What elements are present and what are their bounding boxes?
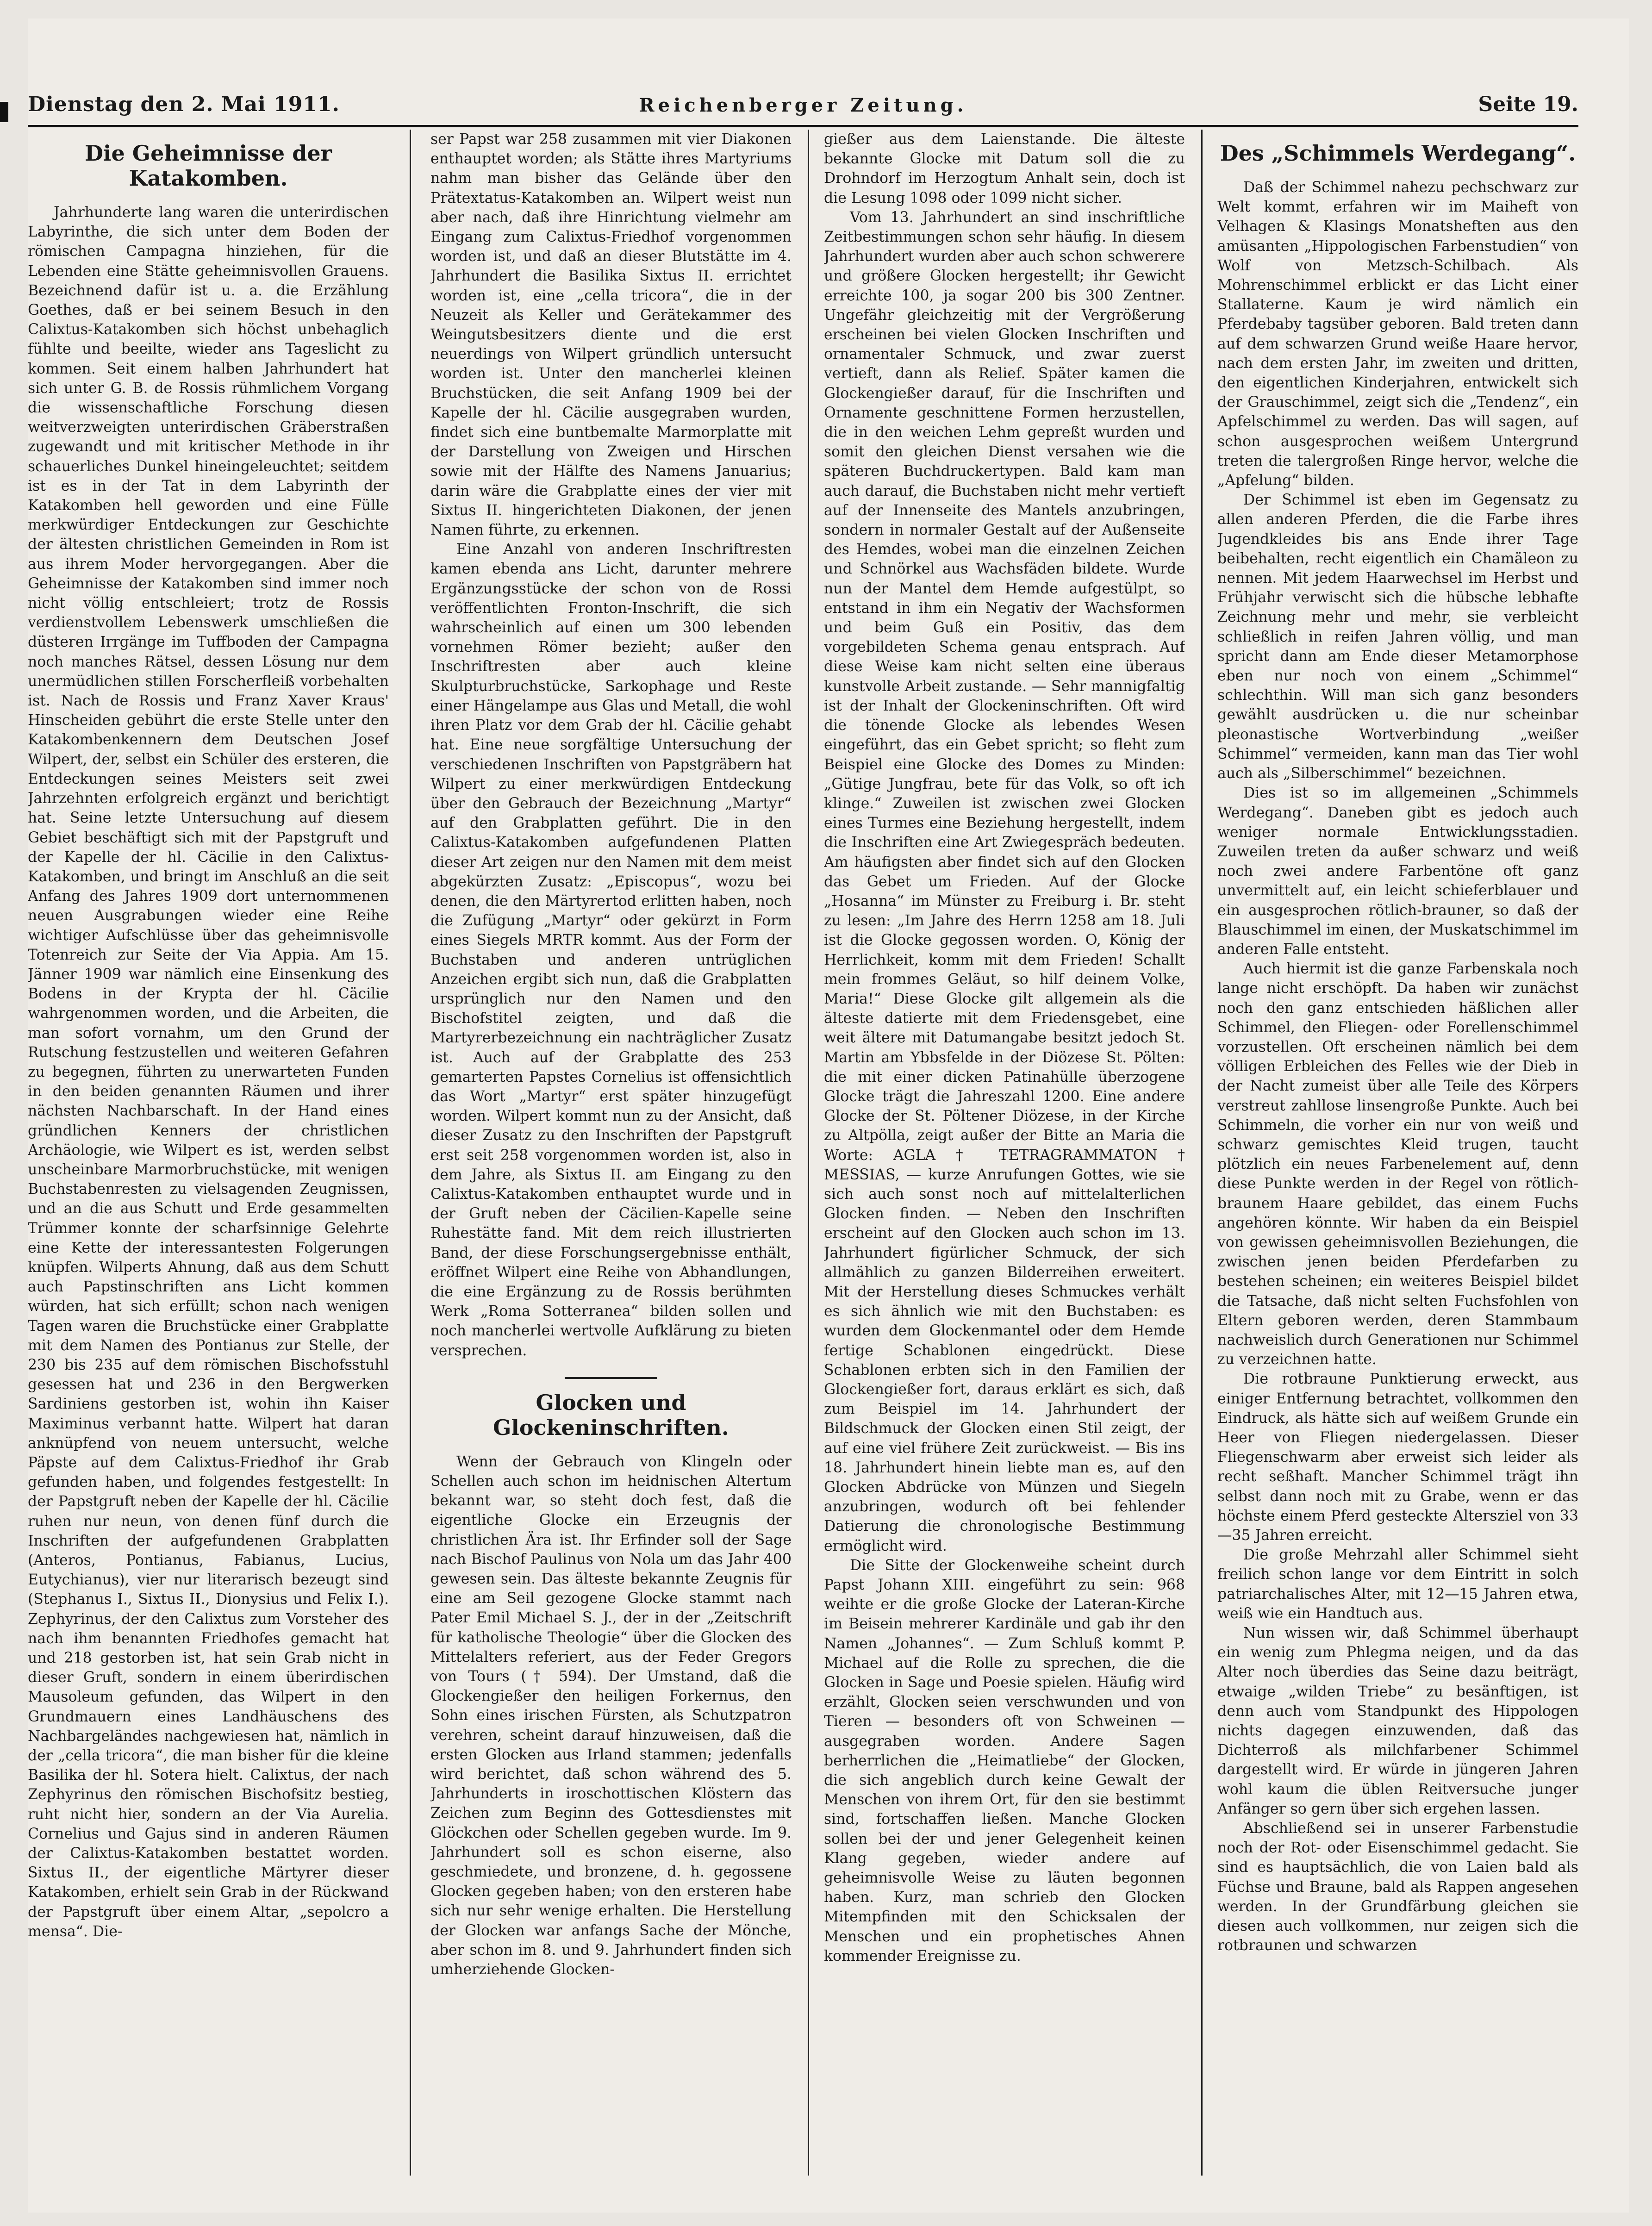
article-paragraph: Dies ist so im allgemeinen „Schimmels Werdegang“. Daneben gibt es jedoch auch weniger normale Entwicklungsstadien. Zuweilen treten da außer schwarz und weiß noch zwei andere Farbentöne oft ganz unvermittelt auf, ein leicht schieferblauer und ein ausgesprochen rötlich-brauner, so daß der Blauschimmel im einen, der Muskatschimmel im anderen Falle entsteht. [1217,785,1578,958]
article-paragraph: ser Papst war 258 zusammen mit vier Diakonen enthauptet worden; als Stätte ihres Martyriums nahm man bisher das Gelände über den Prätextatus-Katakomben an. Wilpert weist nun aber nach, daß ihre Hinrichtung vielmehr am Eingang zum Calixtus-Friedhof vorgenommen worden ist, und daß an dieser Blutstätte im 4. Jahrhundert die Basilika Sixtus II. errichtet worden ist, eine „cella tricora“, die in der Neuzeit als Keller und Gerätekammer des Weingutsbesitzers diente und die erst neuerdings von Wilpert gründlich untersucht worden ist. Unter den mancherlei kleinen Bruchstücken, die seit Anfang 1909 bei der Kapelle der hl. Cäcilie ausgegraben wurden, findet sich eine buntbemalte Marmorplatte mit der Darstellung von Zweigen und Hirschen sowie mit der Hälfte des Namens Januarius; darin wäre die Grabplatte eines der vier mit Sixtus II. hingerichteten Diakonen, der jenen Namen führte, zu erkennen. [430,131,792,539]
article-title-schimmel: Des „Schimmels Werdegang“. [1220,141,1576,166]
column-rule-3 [1201,130,1203,2176]
page-edge-mark [0,102,8,122]
article-paragraph: Die rotbraune Punktierung erweckt, aus einiger Entfernung betrachtet, vollkommen den Eindruck, als hätte sich auf weißem Grunde ein Heer von Fliegen niedergelassen. Dieser Fliegenschwarm aber erweist sich leider als recht seßhaft. Mancher Schimmel trägt ihn selbst dann noch mit zu Grabe, wenn er das höchste einem Pferd gesteckte Altersziel von 33—35 Jahren erreicht. [1217,1371,1578,1544]
article-paragraph: Wenn der Gebrauch von Klingeln oder Schellen auch schon im heidnischen Altertum bekannt war, so steht doch fest, daß die eigentliche Glocke ein Erzeugnis der christlichen Ära ist. Ihr Erfinder soll der Sage nach Bischof Paulinus von Nola um das Jahr 400 gewesen sein. Das älteste bekannte Zeugnis für eine am Seil gezogene Glocke stammt nach Pater Emil Michael S. J., der in der „Zeitschrift für katholische Theologie“ über die Glocken des Mittelalters referiert, aus der Feder Gregors von Tours († 594). Der Umstand, daß die Glockengießer den heiligen Forkernus, den Sohn eines irischen Fürsten, als Schutzpatron verehren, scheint darauf hinzuweisen, daß die ersten Glocken aus Irland stammen; jedenfalls wird berichtet, daß schon während des 5. Jahrhunderts in iroschottischen Klöstern das Zeichen zum Beginn des Gottesdienstes mit Glöckchen oder Schellen gegeben wurde. Im 9. Jahrhundert soll es schon eiserne, also geschmiedete, und bronzene, d. h. gegossene Glocken gegeben haben; von den ersteren habe sich nur sehr wenige erhalten. Die Herstellung der Glocken war anfangs Sache der Mönche, aber schon im 8. und 9. Jahrhundert finden sich umherziehende Glocken- [430,1453,792,1978]
article-divider [565,1377,657,1379]
issue-date: Dienstag den 2. Mai 1911. [28,93,340,116]
header-rule [28,125,1578,127]
column-3 [824,130,1185,2176]
article-paragraph: Nun wissen wir, daß Schimmel überhaupt ein wenig zum Phlegma neigen, und da das Alter noch überdies das Seine dazu beiträgt, etwaige „wilden Triebe“ zu besänftigen, ist denn auch vom Standpunkt des Hippologen nichts dagegen einzuwenden, daß das Dichterroß als milchfarbener Schimmel dargestellt wird. Er würde in jüngeren Jahren wohl kaum die üblen Reitversuche junger Anfänger so gern über sich ergehen lassen. [1217,1625,1578,1817]
article-paragraph: Abschließend sei in unserer Farbenstudie noch der Rot- oder Eisenschimmel gedacht. Sie sind es hauptsächlich, die von Laien bald als Füchse und Braune, bald als Rappen angesehen werden. In der Grundfärbung gleichen sie diesen auch vollkommen, nur zeigen sich die rotbraunen und schwarzen [1217,1820,1578,1954]
page-header [28,88,1578,134]
article-paragraph: Jahrhunderte lang waren die unterirdischen Labyrinthe, die sich unter dem Boden der römischen Campagna hinziehen, für die Lebenden eine Stätte geheimnisvollen Grauens. Bezeichnend dafür ist u. a. die Erzählung Goethes, daß er bei seinem Besuch in den Calixtus-Katakomben sich höchst unbehaglich fühlte und beeilte, wieder ans Tageslicht zu kommen. Seit einem halben Jahrhundert hat sich unter G. B. de Rossis rühmlichem Vorgang die wissenschaftliche Forschung diesen weitverzweigten unterirdischen Gräberstraßen zugewandt und mit kritischer Methode in ihr schauerliches Dunkel hineingeleuchtet; seitdem ist es in der Tat in dem Labyrinth der Katakomben hell geworden und eine Fülle merkwürdiger Entdeckungen zur Geschichte der ältesten christlichen Gemeinden in Rom ist aus ihrem Moder hervorgegangen. Aber die Geheimnisse der Katakomben sind immer noch nicht völlig entschleiert; trotz de Rossis verdienstvollem Lebenswerk umschließen die düsteren Irrgänge im Tuffboden der Campagna noch manches Rätsel, dessen Lösung nur dem unermüdlichen stillen Forscherfleiß vorbehalten ist. Nach de Rossis und Franz Xaver Kraus' Hinscheiden gebührt die erste Stelle unter den Katakombenkennern dem Deutschen Josef Wilpert, der, selbst ein Schüler des ersteren, die Entdeckungen seines Meisters seit zwei Jahrzehnten erfolgreich ergänzt und berichtigt hat. Seine letzte Untersuchung auf diesem Gebiet beschäftigt sich mit der Papstgruft und der Kapelle der hl. Cäcilie in den Calixtus-Katakomben, und bringt im Anschluß an die seit Anfang des Jahres 1909 dort unternommenen neuen Ausgrabungen wieder eine Reihe wichtiger Aufschlüsse über das geheimnisvolle Totenreich zur Seite der Via Appia. Am 15. Jänner 1909 war nämlich eine Einsenkung des Bodens in der Krypta der hl. Cäcilie wahrgenommen worden, und die Arbeiten, die man sofort vornahm, um den Grund der Rutschung festzustellen und weiteren Gefahren zu begegnen, führten zu unerwarteten Funden in den beiden genannten Räumen und ihrer nächsten Nachbarschaft. In der Hand eines gründlichen Kenners der christlichen Archäologie, wie Wilpert es ist, werden selbst unscheinbare Marmorbruchstücke, mit wenigen Buchstabenresten zu vielsagenden Zeugnissen, und an die aus Schutt und Erde gesammelten Trümmer konnte der scharfsinnige Gelehrte eine Kette der interessantesten Folgerungen knüpfen. Wilperts Ahnung, daß aus dem Schutt auch Papstinschriften ans Licht kommen würden, hat sich erfüllt; schon nach wenigen Tagen waren die Bruchstücke einer Grabplatte mit dem Namen des Pontianus zur Stelle, der 230 bis 235 auf dem römischen Bischofsstuhl gesessen hat und 236 in den Bergwerken Sardiniens gestorben ist, wohin ihn Kaiser Maximinus verbannt hatte. Wilpert hat daran anknüpfend von neuem untersucht, welche Päpste auf dem Calixtus-Friedhof ihr Grab gefunden haben, und folgendes festgestellt: In der Papstgruft neben der Kapelle der hl. Cäcilie ruhen nur neun, von denen fünf durch die Inschriften der aufgefundenen Grabplatten (Anteros, Pontianus, Fabianus, Lucius, Eutychianus), vier nur literarisch bezeugt sind (Stephanus I., Sixtus II., Dionysius und Felix I.). Zephyrinus, der den Calixtus zum Vorsteher des nach ihm benannten Friedhofes gemacht hat und 218 gestorben ist, hat sein Grab nicht in dieser Gruft, sondern in einem überirdischen Mausoleum gefunden, das Wilpert in den Grundmauern eines Landhäuschens des Nachbargeländes nachgewiesen hat, nämlich in der „cella tricora“, die man bisher für die kleine Basilika der hl. Sotera hielt. Calixtus, der nach Zephyrinus den römischen Bischofsitz bestieg, ruht nicht hier, sondern an der Via Aurelia. Cornelius und Gajus sind in anderen Räumen der Calixtus-Katakomben bestattet worden. Sixtus II., der eigentliche Märtyrer dieser Katakomben, erhielt sein Grab in der Rückwand der Papstgruft über einem Altar, „sepolcro a mensa“. Die- [28,204,389,1940]
page-number: Seite 19. [1478,93,1578,116]
article-title-glocken: Glocken und Glockeninschriften. [493,1390,729,1440]
column-2 [430,130,792,2176]
article-paragraph: Auch hiermit ist die ganze Farbenskala noch lange nicht erschöpft. Da haben wir zunächst noch den ganz entschieden häßlichen aller Schimmel, den Fliegen- oder Forellenschimmel vorzustellen. Oft erscheinen nämlich bei dem völligen Erbleichen des Felles wie der Dieb in der Nacht zumeist über alle Teile des Körpers verstreut zahllose linsengroße Punkte. Auch bei Schimmeln, die vorher ein nur von weiß und schwarz gemischtes Kleid trugen, taucht plötzlich ein neues Farbenelement auf, denn diese Punkte werden in der Regel von rötlich-braunem Haare gebildet, das einem Fuchs angehören könnte. Wir haben da ein Beispiel von gewissen geheimnisvollen Beziehungen, die zwischen jenen beiden Pferdefarben zu bestehen scheinen; ein weiteres Beispiel bildet die Tatsache, daß nicht selten Fuchsfohlen von Eltern geboren werden, deren Stammbaum nachweislich durch Generationen nur Schimmel zu verzeichnen hatte. [1217,960,1578,1368]
article-paragraph: gießer aus dem Laienstande. Die älteste bekannte Glocke mit Datum soll die zu Drohndorf im Herzogtum Anhalt sein, doch ist die Lesung 1098 oder 1099 nicht sicher. [824,131,1185,206]
article-paragraph: Eine Anzahl von anderen Inschriftresten kamen ebenda ans Licht, darunter mehrere Ergänzungsstücke der schon von de Rossi veröffentlichten Fronton-Inschrift, die sich wahrscheinlich auf einen um 300 lebenden vornehmen Römer bezieht; außer den Inschriftresten aber auch kleine Skulpturbruchstücke, Sarkophage und Reste einer Hängelampe aus Glas und Metall, die wohl ihren Platz vor dem Grab der hl. Cäcilie gehabt hat. Eine neue sorgfältige Untersuchung der verschiedenen Inschriften von Papstgräbern hat Wilpert zu einer merkwürdigen Entdeckung über den Gebrauch der Bezeichnung „Martyr“ auf den Grabplatten geführt. Die in den Calixtus-Katakomben aufgefundenen Platten dieser Art zeigen nur den Namen mit dem meist abgekürzten Zusatz: „Episcopus“, wozu bei denen, die den Märtyrertod erlitten haben, noch die Zufügung „Martyr“ oder gekürzt in Form eines Siegels MRTR kommt. Aus der Form der Buchstaben und anderen untrüglichen Anzeichen ergibt sich nun, daß die Grabplatten ursprünglich nur den Namen und den Bischofstitel zeigten, und daß die Martyrerbezeichnung ein nachträglicher Zusatz ist. Auch auf der Grabplatte des 253 gemarterten Papstes Cornelius ist offensichtlich das Wort „Martyr“ erst später hinzugefügt worden. Wilpert kommt nun zu der Ansicht, daß dieser Zusatz zu den Inschriften der Papstgruft erst seit 258 vorgenommen worden ist, also in dem Jahre, als Sixtus II. am Eingang zu den Calixtus-Katakomben enthauptet wurde und in der Gruft neben der Cäcilien-Kapelle seine Ruhestätte fand. Mit dem reich illustrierten Band, der diese Forschungsergebnisse enthält, eröffnet Wilpert eine Reihe von Abhandlungen, die eine Ergänzung zu de Rossis berühmten Werk „Roma Sotterranea“ bilden sollen und noch mancherlei wertvolle Aufklärung zu bieten versprechen. [430,541,792,1359]
article-paragraph: Die Sitte der Glockenweihe scheint durch Papst Johann XIII. eingeführt zu sein: 968 weihte er die große Glocke der Lateran-Kirche im Beisein mehrerer Kardinäle und gab ihr den Namen „Johannes“. — Zum Schluß kommt P. Michael auf die Rolle zu sprechen, die die Glocken in Sage und Poesie spielen. Häufig wird erzählt, Glocken seien verschwunden und von Tieren — besonders oft von Schweinen — ausgegraben worden. Andere Sagen berherrlichen die „Heimatliebe“ der Glocken, die sich angeblich durch keine Gewalt der Menschen von ihrem Ort, für den sie bestimmt sind, fortschaffen ließen. Manche Glocken sollen bei der und jener Gelegenheit keinen Klang gegeben, wieder andere auf geheimnisvolle Weise zu läuten begonnen haben. Kurz, man schrieb den Glocken Mitempfinden mit den Schicksalen der Menschen und ein prophetisches Ahnen kommender Ereignisse zu. [824,1557,1185,1964]
column-1 [28,130,389,2176]
article-paragraph: Daß der Schimmel nahezu pechschwarz zur Welt kommt, erfahren wir im Maiheft von Velhagen & Klasings Monatsheften aus den amüsanten „Hippologischen Farbenstudien“ von Wolf von Metzsch-Schilbach. Als Mohrenschimmel erblickt er das Licht einer Stallaterne. Kaum je wird nämlich ein Pferdebaby tagsüber geboren. Bald treten dann auf dem schwarzen Grund weiße Haare hervor, nach dem ersten Jahr, im zweiten und dritten, den eigentlichen Kinderjahren, entwickelt sich der Grauschimmel, zeigt sich die „Tendenz“, ein Apfelschimmel zu werden. Das will sagen, auf schon ausgesprochen weißem Untergrund treten die talergroßen Ringe hervor, welche die „Apfelung“ bilden. [1217,179,1578,489]
column-4 [1217,130,1578,2176]
article-title-katakomben: Die Geheimnisse der Katakomben. [85,141,332,191]
column-rule-2 [808,130,809,2176]
article-paragraph: Der Schimmel ist eben im Gegensatz zu allen anderen Pferden, die die Farbe ihres Jugendkleides bis ans Ende ihrer Tage beibehalten, recht eigentlich ein Chamäleon zu nennen. Mit jedem Haarwechsel im Herbst und Frühjahr verwischt sich die hübsche lebhafte Zeichnung mehr und mehr, sie verbleicht schließlich in reifen Jahren völlig, und man spricht dann am Ende dieser Metamorphose eben nur noch von einem „Schimmel“ schlechthin. Will man sich ganz besonders gewählt ausdrücken u. die nur scheinbar pleonastische Wortverbindung „weißer Schimmel“ vermeiden, kann man das Tier wohl auch als „Silberschimmel“ bezeichnen. [1217,492,1578,782]
article-paragraph: Die große Mehrzahl aller Schimmel sieht freilich schon lange vor dem Eintritt in solch patriarchalisches Alter, mit 12—15 Jahren etwa, weiß wie ein Handtuch aus. [1217,1546,1578,1622]
newspaper-title: Reichenberger Zeitung. [639,94,967,116]
article-paragraph: Vom 13. Jahrhundert an sind inschriftliche Zeitbestimmungen schon sehr häufig. In diesem Jahrhundert wurden aber auch schon schwerere und größere Glocken hergestellt; ihr Gewicht erreichte 100, ja sogar 200 bis 300 Zentner. Ungefähr gleichzeitig mit der Vergrößerung erscheinen bei vielen Glocken Inschriften und ornamentaler Schmuck, und zwar zuerst vertieft, dann als Relief. Später kamen die Glockengießer darauf, für die Inschriften und Ornamente geschnittene Formen herzustellen, die in den weichen Lehm gepreßt wurden und somit den gleichen Dienst versahen wie die späteren Buchdruckertypen. Bald kam man auch darauf, die Buchstaben nicht mehr vertieft auf der Innenseite des Mantels anzubringen, sondern in normaler Gestalt auf der Außenseite des Hemdes, wobei man die einzelnen Zeichen und Schnörkel aus Wachsfäden bildete. Wurde nun der Mantel dem Hemde aufgestülpt, so entstand in ihm ein Negativ der Wachsformen und beim Guß ein Positiv, das dem vorgebildeten Schema genau entsprach. Auf diese Weise kam nicht selten eine überaus kunstvolle Arbeit zustande. — Sehr mannigfaltig ist der Inhalt der Glockeninschriften. Oft wird die tönende Glocke als lebendes Wesen eingeführt, das ein Gebet spricht; so fleht zum Beispiel eine Glocke des Domes zu Minden: „Gütige Jungfrau, bete für das Volk, so oft ich klinge.“ Zuweilen ist zwischen zwei Glocken eines Turmes eine Beziehung hergestellt, indem die Inschriften eine Art Zwiegespräch bedeuten. Am häufigsten aber findet sich auf den Glocken das Gebet um Frieden. Auf der Glocke „Hosanna“ im Münster zu Freiburg i. Br. steht zu lesen: „Im Jahre des Herrn 1258 am 18. Juli ist die Glocke gegossen worden. O, König der Herrlichkeit, komm mit dem Frieden! Schallt mein frommes Geläut, so hilf deinem Volke, Maria!“ Diese Glocke gilt allgemein als die älteste datierte mit dem Friedensgebet, eine weit ältere mit Datumangabe besitzt jedoch St. Martin am Ybbsfelde in der Diözese St. Pölten: die mit einer dicken Patinahülle überzogene Glocke trägt die Jahreszahl 1200. Eine andere Glocke der St. Pöltener Diözese, in der Kirche zu Altpölla, zeigt außer der Bitte an Maria die Worte: AGLA † TETRAGRAMMATON † MESSIAS, — kurze Anrufungen Gottes, wie sie sich auch sonst noch auf mittelalterlichen Glocken finden. — Neben den Inschriften erscheint auf den Glocken auch schon im 13. Jahrhundert figürlicher Schmuck, der sich allmählich zu ganzen Bilderreihen erweitert. Mit der Herstellung dieses Schmuckes verhält es sich ähnlich wie mit den Buchstaben: es wurden dem Glockenmantel oder dem Hemde fertige Schablonen eingedrückt. Diese Schablonen erbten sich in den Familien der Glockengießer fort, daraus erklärt es sich, daß zum Beispiel im 14. Jahrhundert der Bildschmuck der Glocken einen Stil zeigt, der auf eine viel frühere Zeit zurückweist. — Bis ins 18. Jahrhundert hinein liebte man es, auf den Glocken Abdrücke von Münzen und Siegeln anzubringen, wodurch oft bei fehlender Datierung die chronologische Bestimmung ermöglicht wird. [824,209,1185,1554]
column-rule-1 [410,130,411,2176]
